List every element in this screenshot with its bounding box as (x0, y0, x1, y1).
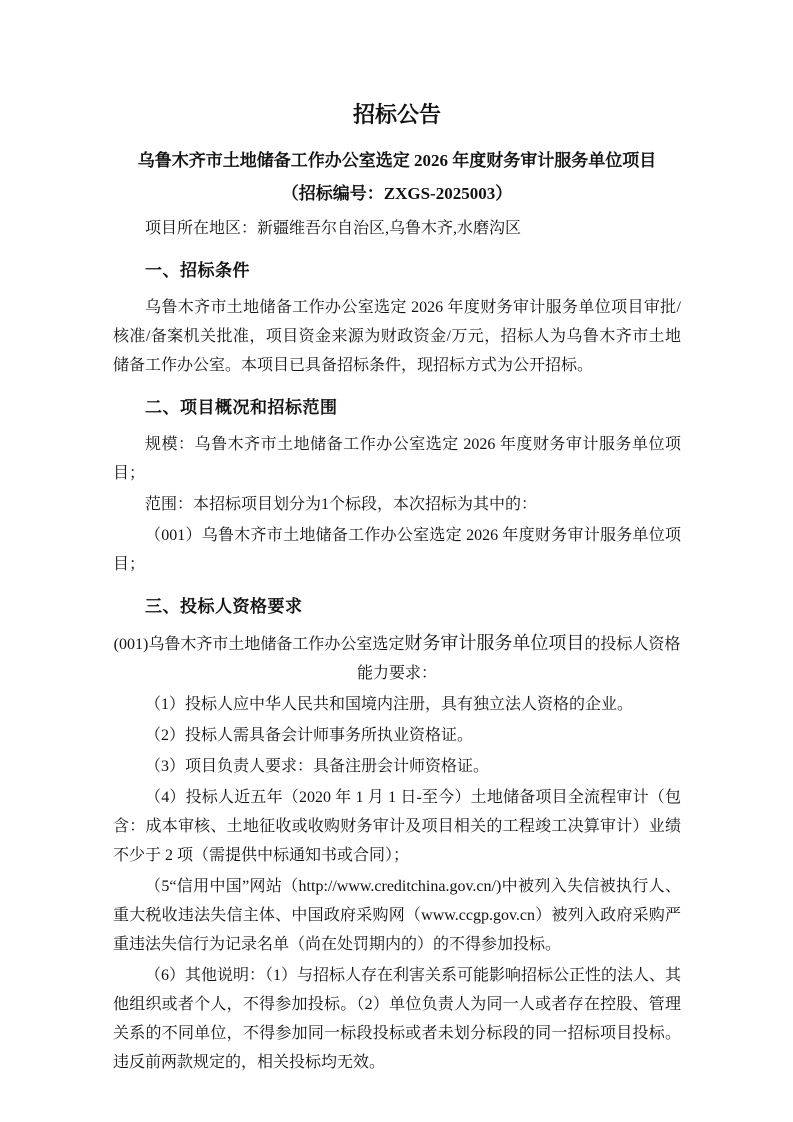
lot-001-line: （001）乌鲁木齐市土地储备工作办公室选定 2026 年度财务审计服务单位项目； (113, 527, 681, 573)
qualification-item-1: （1）投标人应中华人民共和国境内注册，具有独立法人资格的企业。 (145, 696, 634, 713)
document-title: 招标公告 (352, 102, 441, 127)
qualification-item-6: （6）其他说明：（1）与招标人存在利害关系可能影响招标公正性的法人、其他组织或者个人，不得参加投标。（2）单位负责人为同一人或者存在控股、管理关系的不同单位，不得参加同一标段投标或者未划分标段的同一招标项目投标。违反前两款规定的，相关投标均无效。 (113, 967, 682, 1071)
tender-number-line: （招标编号：ZXGS-2025003） (281, 184, 513, 203)
qualification-intro-part1: (001)乌鲁木齐市土地储备工作办公室选定 (113, 636, 405, 653)
qualification-intro-line (113, 629, 681, 688)
project-scope-line: 范围：本招标项目划分为1个标段，本次招标为其中的： (145, 496, 538, 513)
qualification-intro-part3: 的投标人资格能力要求： (356, 636, 681, 682)
qualification-item-2: （2）投标人需具备会计师事务所执业资格证。 (145, 727, 474, 744)
section-heading-bidder-qualification: 三、投标人资格要求 (145, 597, 303, 616)
project-scale-line: 规模：乌鲁木齐市土地储备工作办公室选定 2026 年度财务审计服务单位项目； (113, 436, 681, 482)
section-heading-tender-conditions: 一、招标条件 (145, 261, 250, 280)
qualification-item-5: （5“信用中国”网站（http://www.creditchina.gov.cn/)中被列入失信被执行人、重大税收违法失信主体、中国政府采购网（www.ccgp.gov.cn）被列入政府采购严重违法失信行为记录名单（尚在处罚期内的）的不得参加投标。 (113, 878, 681, 953)
qualification-intro-part2: 财务审计服务单位项目 (404, 633, 585, 653)
section-heading-project-overview: 二、项目概况和招标范围 (145, 398, 338, 417)
qualification-item-4: （4）投标人近五年（2020 年 1 月 1 日-至今）土地储备项目全流程审计（包含：成本审核、土地征收或收购财务审计及项目相关的工程竣工决算审计）业绩不少于 2 项（需提供中标通知书或合同）； (113, 789, 681, 864)
project-title-line: 乌鲁木齐市土地储备工作办公室选定 2026 年度财务审计服务单位项目 (137, 151, 657, 170)
tender-conditions-body: 乌鲁木齐市土地储备工作办公室选定 2026 年度财务审计服务单位项目审批/核准/备案机关批准，项目资金来源为财政资金/万元，招标人为乌鲁木齐市土地储备工作办公室。本项目已具备招标条件，现招标方式为公开招标。 (113, 299, 681, 374)
project-location-line: 项目所在地区：新疆维吾尔自治区,乌鲁木齐,水磨沟区 (145, 220, 522, 237)
qualification-item-3: （3）项目负责人要求：具备注册会计师资格证。 (145, 758, 490, 775)
